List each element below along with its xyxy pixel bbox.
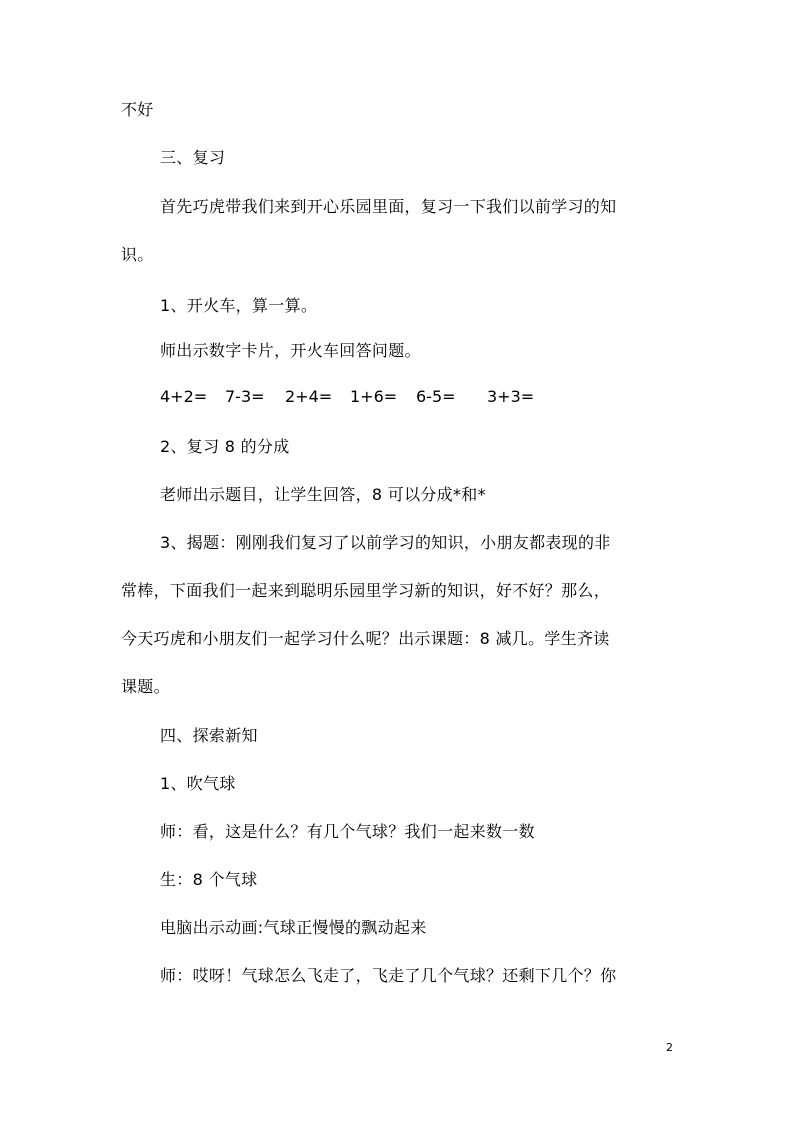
page-number: 2 — [666, 1041, 673, 1054]
subheading-review-8: 2、复习 8 的分成 — [160, 437, 290, 456]
text-line: 师：看，这是什么？有几个气球？我们一起来数一数 — [160, 822, 535, 841]
calc-item: 6-5= — [416, 387, 456, 406]
text-line: 常棒，下面我们一起来到聪明乐园里学习新的知识，好不好？那么， — [121, 581, 611, 600]
text-line: 师：哎呀！气球怎么飞走了，飞走了几个气球？还剩下几个？你 — [160, 966, 617, 985]
section-heading-explore: 四、探索新知 — [160, 726, 258, 745]
text-line: 首先巧虎带我们来到开心乐园里面，复习一下我们以前学习的知 — [160, 197, 617, 216]
text-line: 课题。 — [121, 677, 170, 696]
text-line: 生：8 个气球 — [160, 870, 258, 889]
text-line: 电脑出示动画:气球正慢慢的飘动起来 — [160, 918, 427, 937]
text-line: 今天巧虎和小朋友们一起学习什么呢？出示课题：8 减几。学生齐读 — [121, 629, 610, 648]
text-line: 老师出示题目，让学生回答，8 可以分成*和* — [160, 485, 486, 504]
subheading-balloon: 1、吹气球 — [160, 774, 236, 793]
section-heading-review: 三、复习 — [160, 148, 226, 167]
text-line: 不好 — [121, 100, 154, 119]
calc-item: 3+3= — [487, 387, 535, 406]
calc-item: 4+2= — [160, 387, 208, 406]
text-line: 识。 — [121, 245, 154, 264]
calculation-row — [160, 387, 580, 409]
text-line: 3、揭题：刚刚我们复习了以前学习的知识，小朋友都表现的非 — [160, 533, 611, 552]
calc-item: 7-3= — [225, 387, 265, 406]
text-line: 师出示数字卡片，开火车回答问题。 — [160, 341, 421, 360]
calc-item: 1+6= — [350, 387, 398, 406]
subheading-train: 1、开火车，算一算。 — [160, 296, 318, 315]
calc-item: 2+4= — [285, 387, 333, 406]
